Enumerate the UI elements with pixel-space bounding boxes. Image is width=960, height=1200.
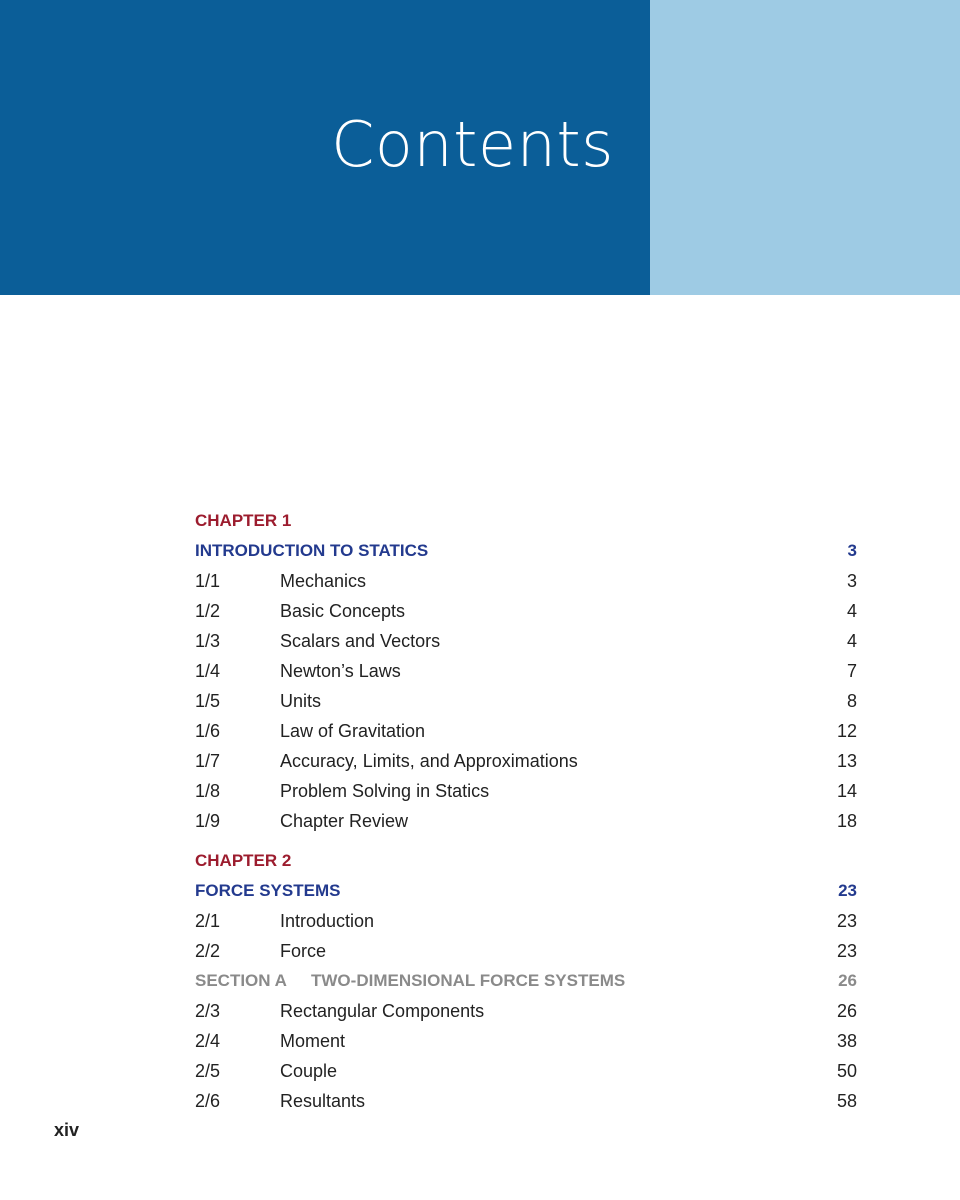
entry-title: Chapter Review — [280, 811, 409, 831]
entry-number: 1/7 — [195, 751, 221, 771]
entry-number: 1/8 — [195, 781, 221, 801]
entry-title: Problem Solving in Statics — [280, 781, 490, 801]
entry-page: 7 — [846, 661, 857, 681]
entry-number: 1/1 — [195, 571, 221, 591]
chapter-title: FORCE SYSTEMS — [195, 881, 341, 900]
toc-entry[interactable] — [195, 906, 857, 936]
entry-title: Force — [280, 941, 327, 961]
toc-entry[interactable] — [195, 716, 857, 746]
entry-number: 2/6 — [195, 1091, 221, 1111]
section-page: 26 — [838, 971, 857, 990]
entry-page: 14 — [836, 781, 857, 801]
entry-title: Rectangular Components — [280, 1001, 485, 1021]
entry-title: Introduction — [280, 911, 375, 931]
toc-entry[interactable] — [195, 1056, 857, 1086]
toc-entry[interactable] — [195, 596, 857, 626]
toc-entry[interactable] — [195, 936, 857, 966]
chapter-spacer — [195, 836, 857, 846]
entry-page: 38 — [836, 1031, 857, 1051]
entry-title: Law of Gravitation — [280, 721, 426, 741]
entry-title: Couple — [280, 1061, 338, 1081]
entry-number: 2/4 — [195, 1031, 221, 1051]
entry-number: 2/3 — [195, 1001, 221, 1021]
entry-number: 1/2 — [195, 601, 221, 621]
toc-entry[interactable] — [195, 566, 857, 596]
entry-title: Basic Concepts — [280, 601, 406, 621]
toc-entry[interactable] — [195, 746, 857, 776]
toc-entry[interactable] — [195, 656, 857, 686]
chapter-1-title-row[interactable] — [195, 536, 857, 566]
entry-number: 1/3 — [195, 631, 221, 651]
toc-entry[interactable] — [195, 1026, 857, 1056]
entry-page: 12 — [836, 721, 857, 741]
chapter-2-label: CHAPTER 2 — [195, 851, 292, 870]
page-folio: xiv — [54, 1120, 80, 1140]
chapter-2-title-row[interactable] — [195, 876, 857, 906]
entry-number: 2/5 — [195, 1061, 221, 1081]
chapter-title: INTRODUCTION TO STATICS — [195, 541, 429, 560]
entry-title: Accuracy, Limits, and Approximations — [280, 751, 578, 771]
entry-number: 1/9 — [195, 811, 221, 831]
toc-entry[interactable] — [195, 1086, 857, 1116]
toc-entry[interactable] — [195, 776, 857, 806]
toc-entry[interactable] — [195, 626, 857, 656]
entry-page: 4 — [846, 631, 857, 651]
entry-page: 18 — [836, 811, 857, 831]
section-title: TWO-DIMENSIONAL FORCE SYSTEMS — [311, 971, 626, 990]
table-of-contents — [195, 506, 857, 1116]
entry-page: 23 — [836, 911, 857, 931]
entry-number: 2/1 — [195, 911, 221, 931]
entry-page: 58 — [836, 1091, 857, 1111]
header-banner-light — [650, 0, 960, 295]
entry-title: Resultants — [280, 1091, 366, 1111]
page-title: Contents — [331, 108, 614, 181]
entry-page: 23 — [836, 941, 857, 961]
entry-page: 50 — [836, 1061, 857, 1081]
entry-number: 1/6 — [195, 721, 221, 741]
entry-number: 1/5 — [195, 691, 221, 711]
entry-title: Newton’s Laws — [280, 661, 401, 681]
entry-title: Moment — [280, 1031, 346, 1051]
toc-entry[interactable] — [195, 686, 857, 716]
toc-entry[interactable] — [195, 806, 857, 836]
entry-page: 3 — [846, 571, 857, 591]
entry-number: 2/2 — [195, 941, 221, 961]
entry-number: 1/4 — [195, 661, 221, 681]
toc-entry[interactable] — [195, 996, 857, 1026]
entry-page: 26 — [836, 1001, 857, 1021]
entry-title: Scalars and Vectors — [280, 631, 441, 651]
chapter-page: 3 — [847, 541, 857, 560]
entry-page: 8 — [846, 691, 857, 711]
entry-page: 4 — [846, 601, 857, 621]
chapter-page: 23 — [838, 881, 857, 900]
section-a-row[interactable] — [195, 966, 857, 996]
entry-title: Units — [280, 691, 322, 711]
chapter-1-label: CHAPTER 1 — [195, 511, 292, 530]
entry-page: 13 — [836, 751, 857, 771]
section-label: SECTION A — [195, 971, 287, 990]
entry-title: Mechanics — [280, 571, 367, 591]
